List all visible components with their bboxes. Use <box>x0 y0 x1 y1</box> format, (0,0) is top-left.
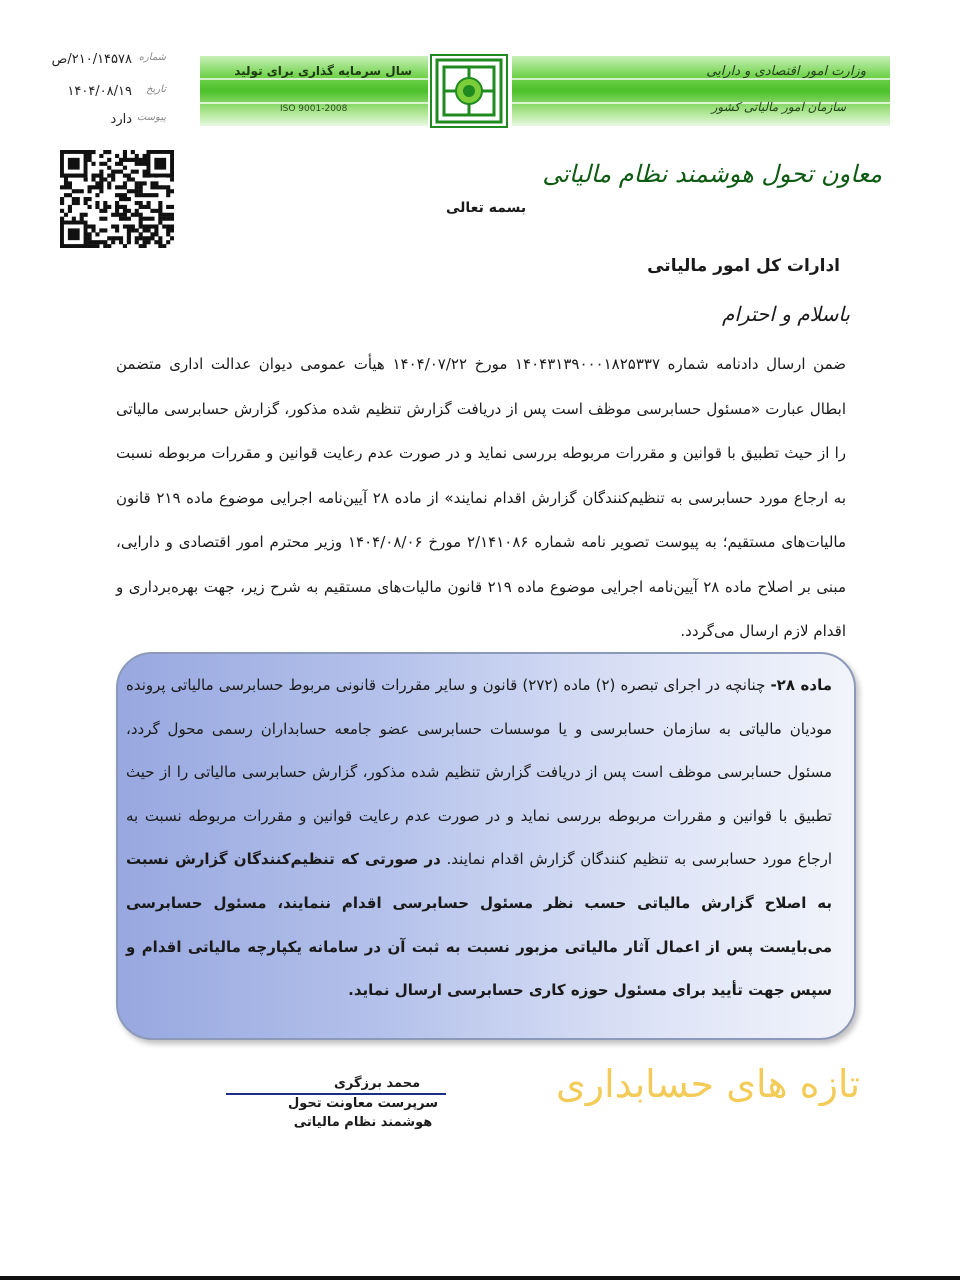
letter-attachment-label: پیوست <box>136 112 166 123</box>
qr-code <box>60 150 174 248</box>
bismillah: بسمه تعالی <box>446 200 527 216</box>
letter-date <box>36 84 166 102</box>
letter-attachment-value: دارد <box>110 112 132 127</box>
deputy-title: معاون تحول هوشمند نظام مالیاتی <box>542 160 882 188</box>
greeting: باسلام و احترام <box>721 302 850 326</box>
letter-date-value: ۱۴۰۴/۰۸/۱۹ <box>67 84 132 99</box>
letter-number-label: شماره <box>138 52 166 63</box>
slogan: سال سرمایه گذاری برای تولید <box>234 64 412 78</box>
article-text <box>126 664 832 1013</box>
letter-number-value: ۲۱۰/۱۴۵۷۸/ص <box>51 52 132 67</box>
header-band-right <box>512 56 890 126</box>
watermark: تازه های حسابداری <box>556 1062 861 1106</box>
article-bold-text: در صورتی که تنظیم‌کنندگان گزارش نسبت به اصلاح گزارش مالیاتی حسب نظر مسئول حسابرسی اقدام ننمایند، مسئول حسابرسی می‌بایست پس از اعمال آثار مالیاتی مزبور نسبت به ثبت آن در سامانه یکپارچه مالیاتی اقدام و سپس جهت تأیید برای مسئول حوزه کاری حسابرسی ارسال نماید. <box>126 850 832 1000</box>
letter-body: ضمن ارسال دادنامه شماره ۱۴۰۴۳۱۳۹۰۰۰۱۸۲۵۳۳۷ مورخ ۱۴۰۴/۰۷/۲۲ هیأت عمومی دیوان عدالت اداری متضمن ابطال عبارت «مسئول حسابرسی موظف است پس از دریافت گزارش تنظیم شده مذکور، گزارش حسابرسی مالیاتی را از حیث تطبیق با قوانین و مقررات مربوطه بررسی نماید و در صورت عدم رعایت قوانین و مقررات مربوطه نسبت به ارجاع مورد حسابرسی به تنظیم‌کنندگان گزارش اقدام نمایند» از ماده ۲۸ آیین‌نامه اجرایی موضوع ماده ۲۱۹ قانون مالیات‌های مستقیم؛ به پیوست تصویر نامه شماره ۲/۱۴۱۰۸۶ مورخ ۱۴۰۴/۰۸/۰۶ وزیر محترم امور اقتصادی و دارایی، مبنی بر اصلاح ماده ۲۸ آیین‌نامه اجرایی موضوع ماده ۲۱۹ قانون مالیات‌های مستقیم به شرح زیر، جهت بهره‌برداری و اقدام لازم ارسال می‌گردد. <box>116 355 847 640</box>
article-normal-text: چنانچه در اجرای تبصره (۲) ماده (۲۷۲) قانون و سایر مقررات قانونی مربوط حسابرسی مالیاتی پرونده مودیان مالیاتی به سازمان حسابرسی و یا موسسات حسابرسی عضو جامعه حسابداران رسمی محول گردد، مسئول حسابرسی موظف است پس از دریافت گزارش تنظیم شده مذکور، گزارش حسابرسی مالیاتی را از حیث تطبیق با قوانین و مقررات مربوطه بررسی نماید و در صورت عدم رعایت قوانین و مقررات مربوطه نسبت به ارجاع مورد حسابرسی به تنظیم کنندگان گزارش اقدام نمایند. <box>126 676 832 869</box>
signatory-title: سرپرست معاونت تحول هوشمند نظام مالیاتی <box>287 1096 439 1130</box>
ministry-name: وزارت امور اقتصادی و دارایی <box>706 64 866 79</box>
iso-label: ISO 9001-2008 <box>280 104 348 114</box>
tax-organization-emblem-icon <box>430 54 508 128</box>
letter-number <box>36 52 166 70</box>
letter-date-label: تاریخ <box>146 84 166 95</box>
article-heading: ماده ۲۸- <box>770 676 832 694</box>
organization-name: سازمان امور مالیاتی کشور <box>711 100 846 114</box>
signatory-name: محمد برزگری <box>334 1076 421 1091</box>
letter-attachment <box>36 112 166 130</box>
recipient: ادارات کل امور مالیاتی <box>647 256 840 276</box>
header-band-left <box>200 56 428 126</box>
page-bottom-border <box>0 1276 960 1280</box>
